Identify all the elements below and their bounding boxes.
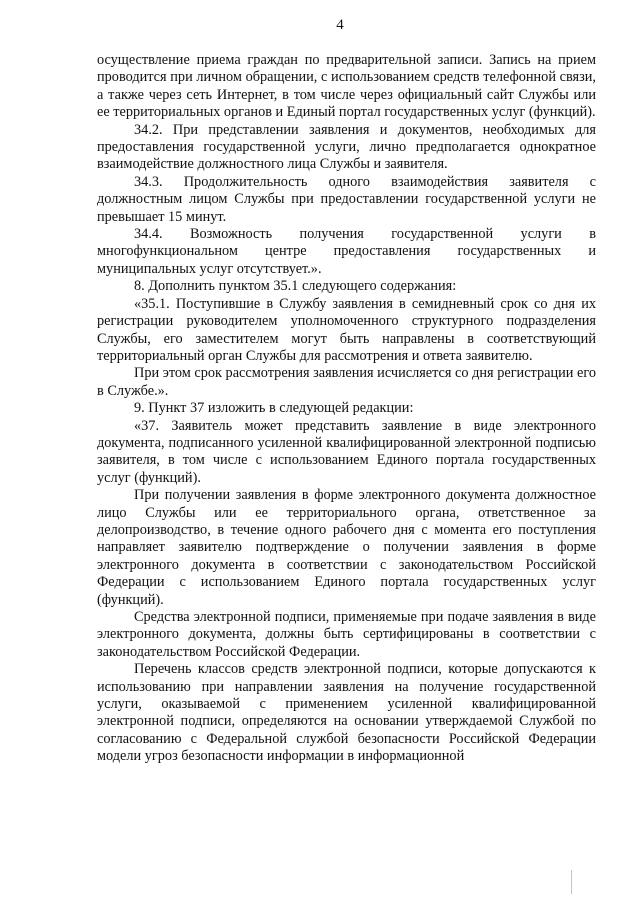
paragraph-signature-classes: Перечень классов средств электронной подписи, которые допускаются к использованию при направлении заявления на получение государственной услуги, оказываемой с применением усиленной квалифицированной электронной подписи, определяются на основании утверждаемой Службой по согласованию с Федеральной службой безопасности Российской Федерации модели угроз безопасности информации в информационной [97, 661, 596, 765]
paragraph-34-3: 34.3. Продолжительность одного взаимодействия заявителя с должностным лицом Службы при предоставлении государственной услуги не превышает 15 минут. [97, 173, 596, 225]
paragraph-34-4: 34.4. Возможность получения государственной услуги в многофункциональном центре предоставления государственных и муниципальных услуг отсутствует.». [97, 226, 596, 277]
paragraph-35-1: «35.1. Поступившие в Службу заявления в семидневный срок со дня их регистрации руководителем уполномоченного структурного подразделения Службы, его заместителем могут быть направлены в соответствующий территориальный орган Службы для рассмотрения и ответа заявителю. [97, 295, 596, 364]
paragraph-item-8: 8. Дополнить пунктом 35.1 следующего содержания: [134, 278, 457, 295]
page-number: 4 [336, 17, 344, 33]
paragraph-item-9: 9. Пункт 37 изложить в следующей редакции: [134, 400, 414, 417]
paragraph-34-2: 34.2. При представлении заявления и документов, необходимых для предоставления государственной услуги, лично предполагается однократное взаимодействие должностного лица Службы и заявителя. [97, 121, 596, 173]
paragraph-37: «37. Заявитель может представить заявление в виде электронного документа, подписанного усиленной квалифицированной электронной подписью заявителя, в том числе с использованием Единого портала государственных услуг (функций). [97, 417, 596, 486]
document-body [97, 52, 596, 766]
paragraph-electronic-confirmation: При получении заявления в форме электронного документа должностное лицо Службы или ее территориального органа, ответственное за делопроизводство, в течение одного рабочего дня с момента его поступления направляет заявителю подтверждение о получении заявления в форме электронного документа в соответствии с законодательством Российской Федерации с использованием Единого портала государственных услуг (функций). [97, 487, 596, 608]
scan-artifact-line [571, 870, 572, 894]
paragraph-signature-certification: Средства электронной подписи, применяемые при подаче заявления в виде электронного документа, должны быть сертифицированы в соответствии с законодательством Российской Федерации. [97, 609, 596, 660]
paragraph-registration-term: При этом срок рассмотрения заявления исчисляется со дня регистрации его в Службе.». [97, 365, 596, 399]
paragraph-appointment-registration: осуществление приема граждан по предварительной записи. Запись на прием проводится при личном обращении, с использованием средств телефонной связи, а также через сеть Интернет, в том числе через официальный сайт Службы или ее территориальных органов и Единый портал государственных услуг (функций). [97, 52, 596, 121]
